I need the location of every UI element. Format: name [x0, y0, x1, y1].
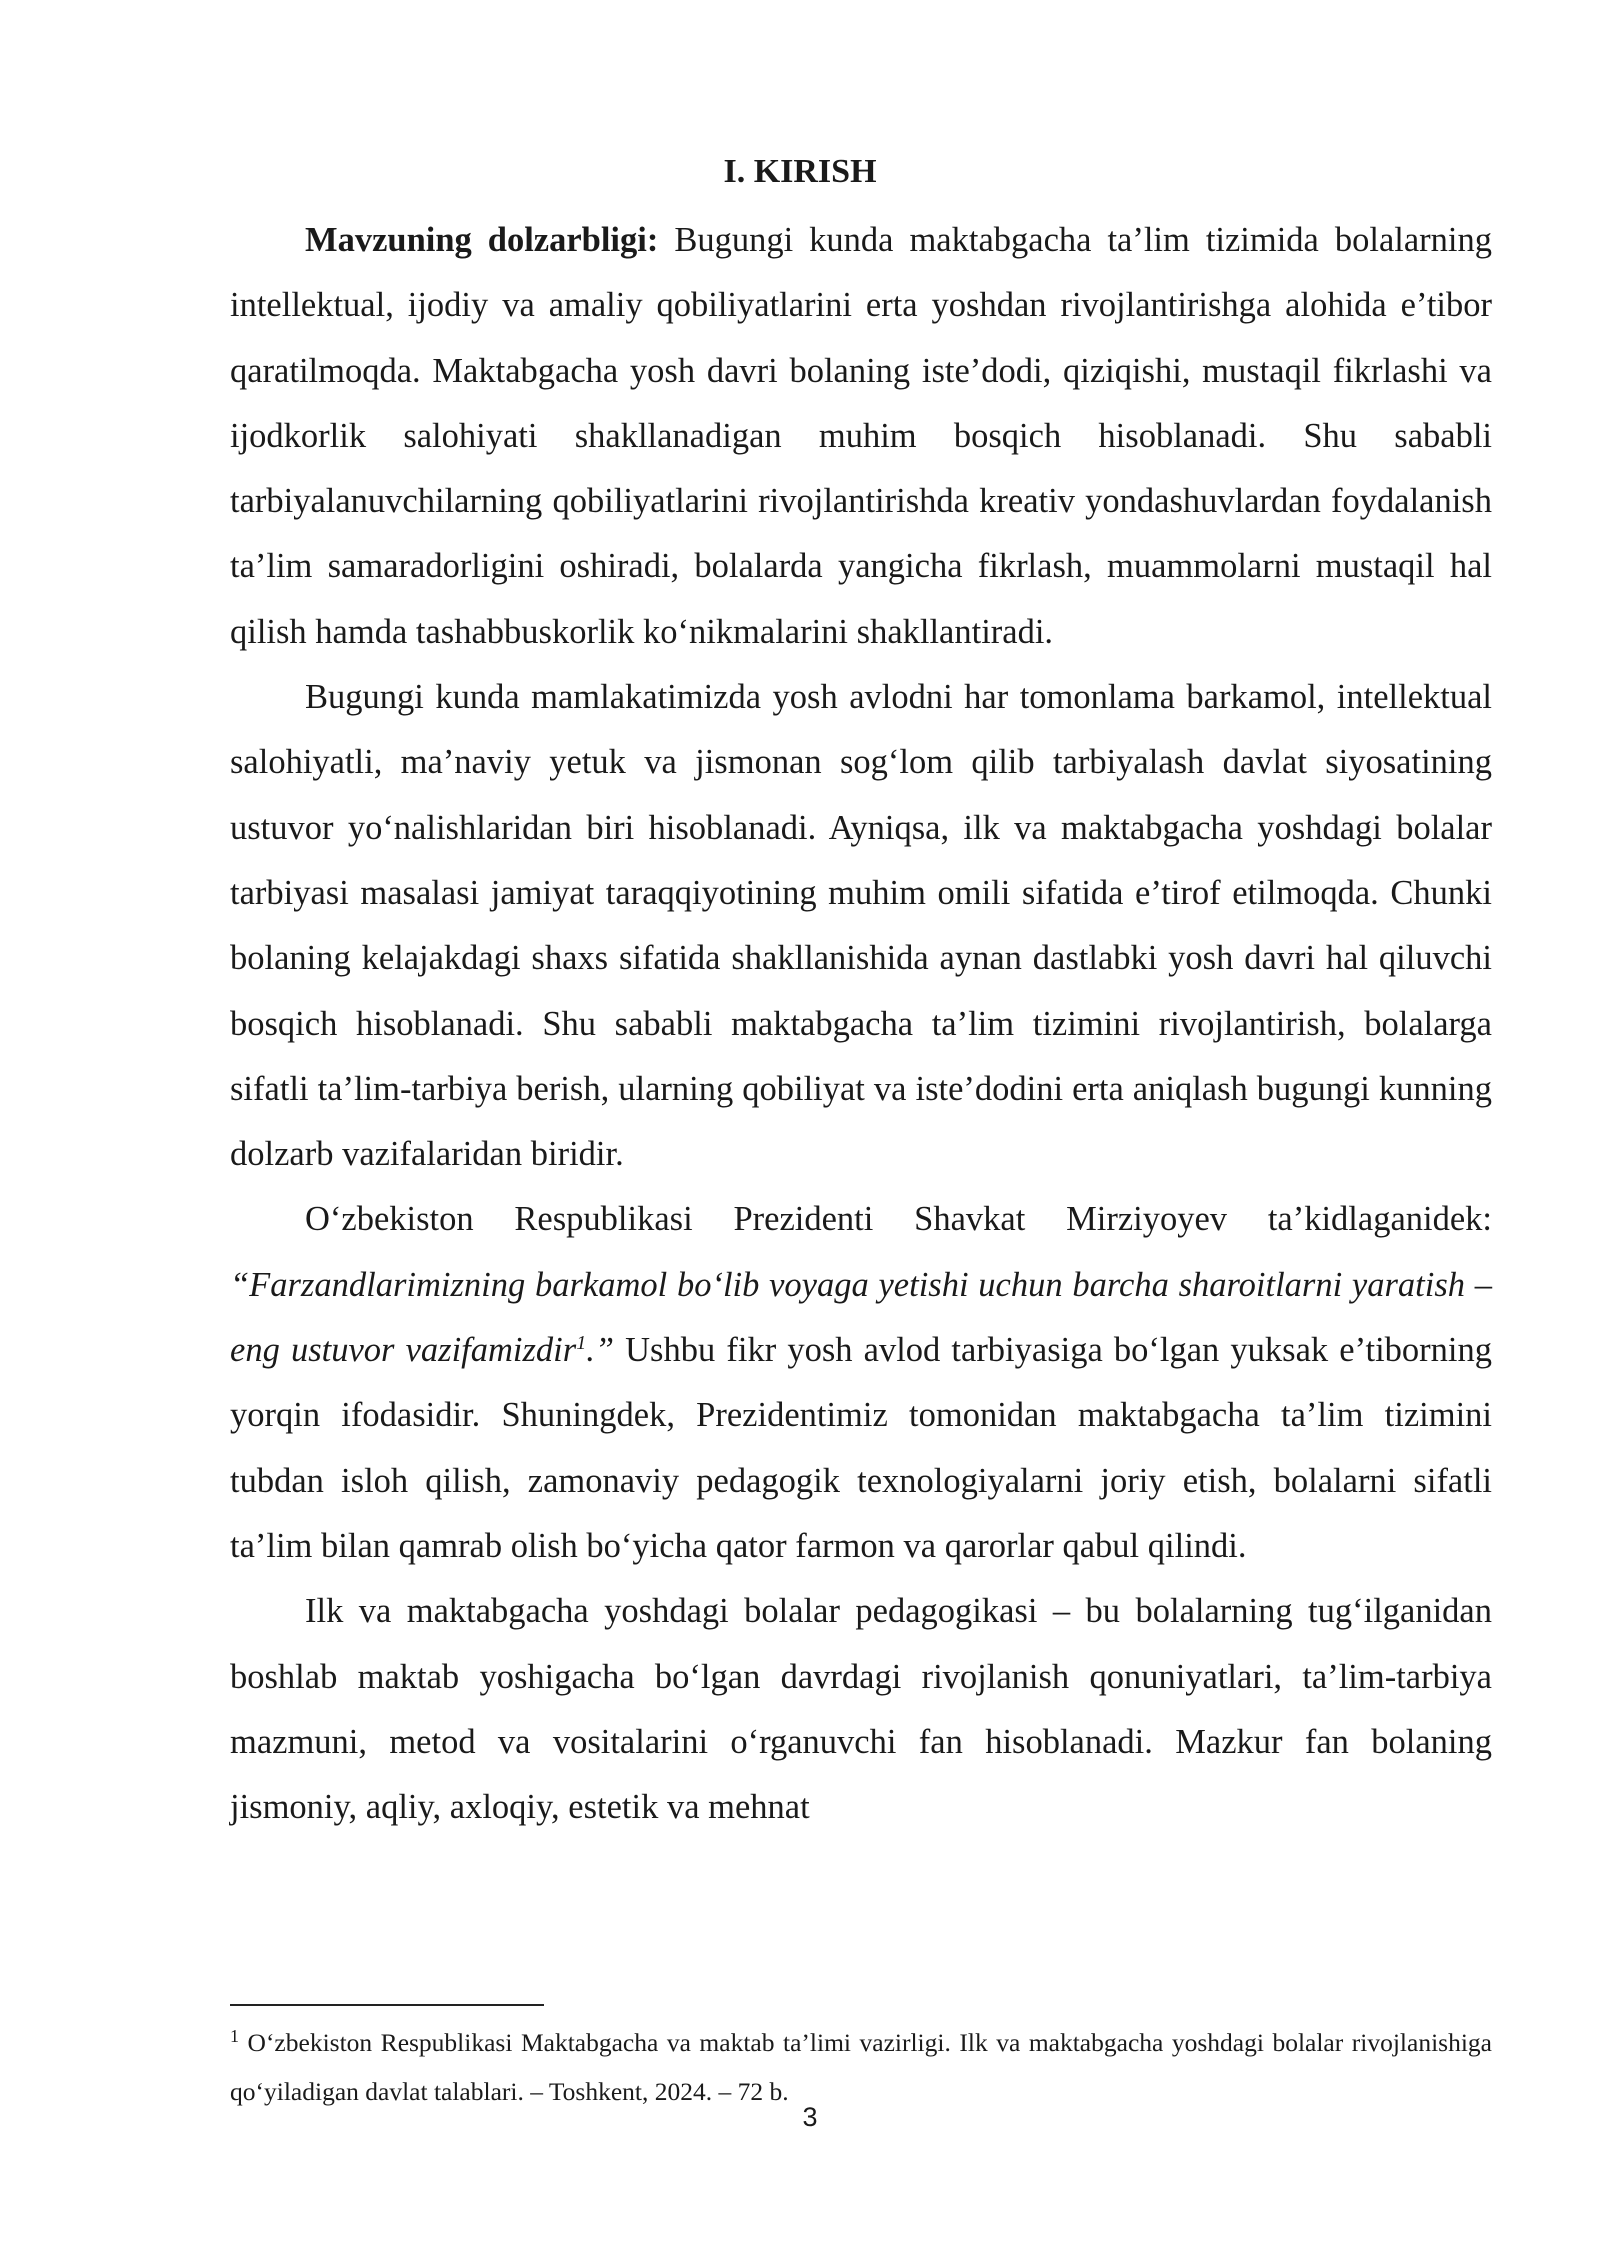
quote-body: “Farzandlarimizning barkamol bo‘lib voyaga yetishi uchun barcha sharoitlarni yaratish – eng ustuvor vazifamizdir [230, 1265, 1492, 1370]
body-text [230, 208, 1492, 1840]
page-number: 3 [802, 2102, 818, 2132]
paragraph-lead: Mavzuning dolzarbligi: [305, 221, 659, 259]
quote-intro: O‘zbekiston Respublikasi Prezidenti Shavkat Mirziyoyev ta’kidlaganidek: [305, 1200, 1492, 1239]
footnote-number: 1 [230, 2026, 239, 2046]
section-heading: I. KIRISH [723, 153, 877, 190]
footnote-separator [230, 2004, 544, 2006]
paragraph-pedagogy-definition: Ilk va maktabgacha yoshdagi bolalar pedagogikasi – bu bolalarning tug‘ilganidan boshlab maktab yoshigacha bo‘lgan davrdagi rivojlanish qonuniyatlari, ta’lim-tarbiya mazmuni, metod va vositalarini o‘rganuvchi fan hisoblanadi. Mazkur fan bolaning jismoniy, aqliy, axloqiy, estetik va mehnat [230, 1592, 1492, 1827]
footnote-text: O‘zbekiston Respublikasi Maktabgacha va maktab ta’limi vazirligi. Ilk va maktabgacha yoshdagi bolalar rivojlanishiga qo‘yiladigan davlat talablari. – Toshkent, 2024. – 72 b. [230, 2028, 1492, 2106]
quote-end: .” [586, 1331, 614, 1370]
paragraph-president-quote [230, 1187, 1492, 1579]
footnote-reference[interactable]: 1 [576, 1332, 587, 1355]
footnote [230, 2018, 1492, 2116]
paragraph-state-policy: Bugungi kunda mamlakatimizda yosh avlodni har tomonlama barkamol, intellektual salohiyatli, ma’naviy yetuk va jismonan sog‘lom qilib tarbiyalash davlat siyosatining ustuvor yo‘nalishlaridan biri hisoblanadi. Ayniqsa, ilk va maktabgacha yoshdagi bolalar tarbiyasi masalasi jamiyat taraqqiyotining muhim omili sifatida e’tirof etilmoqda. Chunki bolaning kelajakdagi shaxs sifatida shakllanishida aynan dastlabki yosh davri hal qiluvchi bosqich hisoblanadi. Shu sababli maktabgacha ta’lim tizimini rivojlantirish, bolalarga sifatli ta’lim-tarbiya berish, ularning qobiliyat va iste’dodini erta aniqlash bugungi kunning dolzarb vazifalaridan biridir. [230, 678, 1492, 1174]
quote-commentary: Ushbu fikr yosh avlod tarbiyasiga bo‘lgan yuksak e’tiborning yorqin ifodasidir. Shuningdek, Prezidentimiz tomonidan maktabgacha ta’lim tizimini tubdan isloh qilish, zamonaviy pedagogik texnologiyalarni joriy etish, bolalarni sifatli ta’lim bilan qamrab olish bo‘yicha qator farmon va qarorlar qabul qilindi. [230, 1331, 1492, 1565]
paragraph-text: Bugungi kunda maktabgacha ta’lim tizimida bolalarning intellektual, ijodiy va amaliy qobiliyatlarini erta yoshdan rivojlantirishga alohida e’tibor qaratilmoqda. Maktabgacha yosh davri bolaning iste’dodi, qiziqishi, mustaqil fikrlashi va ijodkorlik salohiyati shakllanadigan muhim bosqich hisoblanadi. Shu sababli tarbiyalanuvchilarning qobiliyatlarini rivojlantirishda kreativ yondashuvlardan foydalanish ta’lim samaradorligini oshiradi, bolalarda yangicha fikrlash, muammolarni mustaqil hal qilish hamda tashabbuskorlik ko‘nikmalarini shakllantiradi. [230, 221, 1492, 651]
paragraph-relevance [230, 208, 1492, 665]
